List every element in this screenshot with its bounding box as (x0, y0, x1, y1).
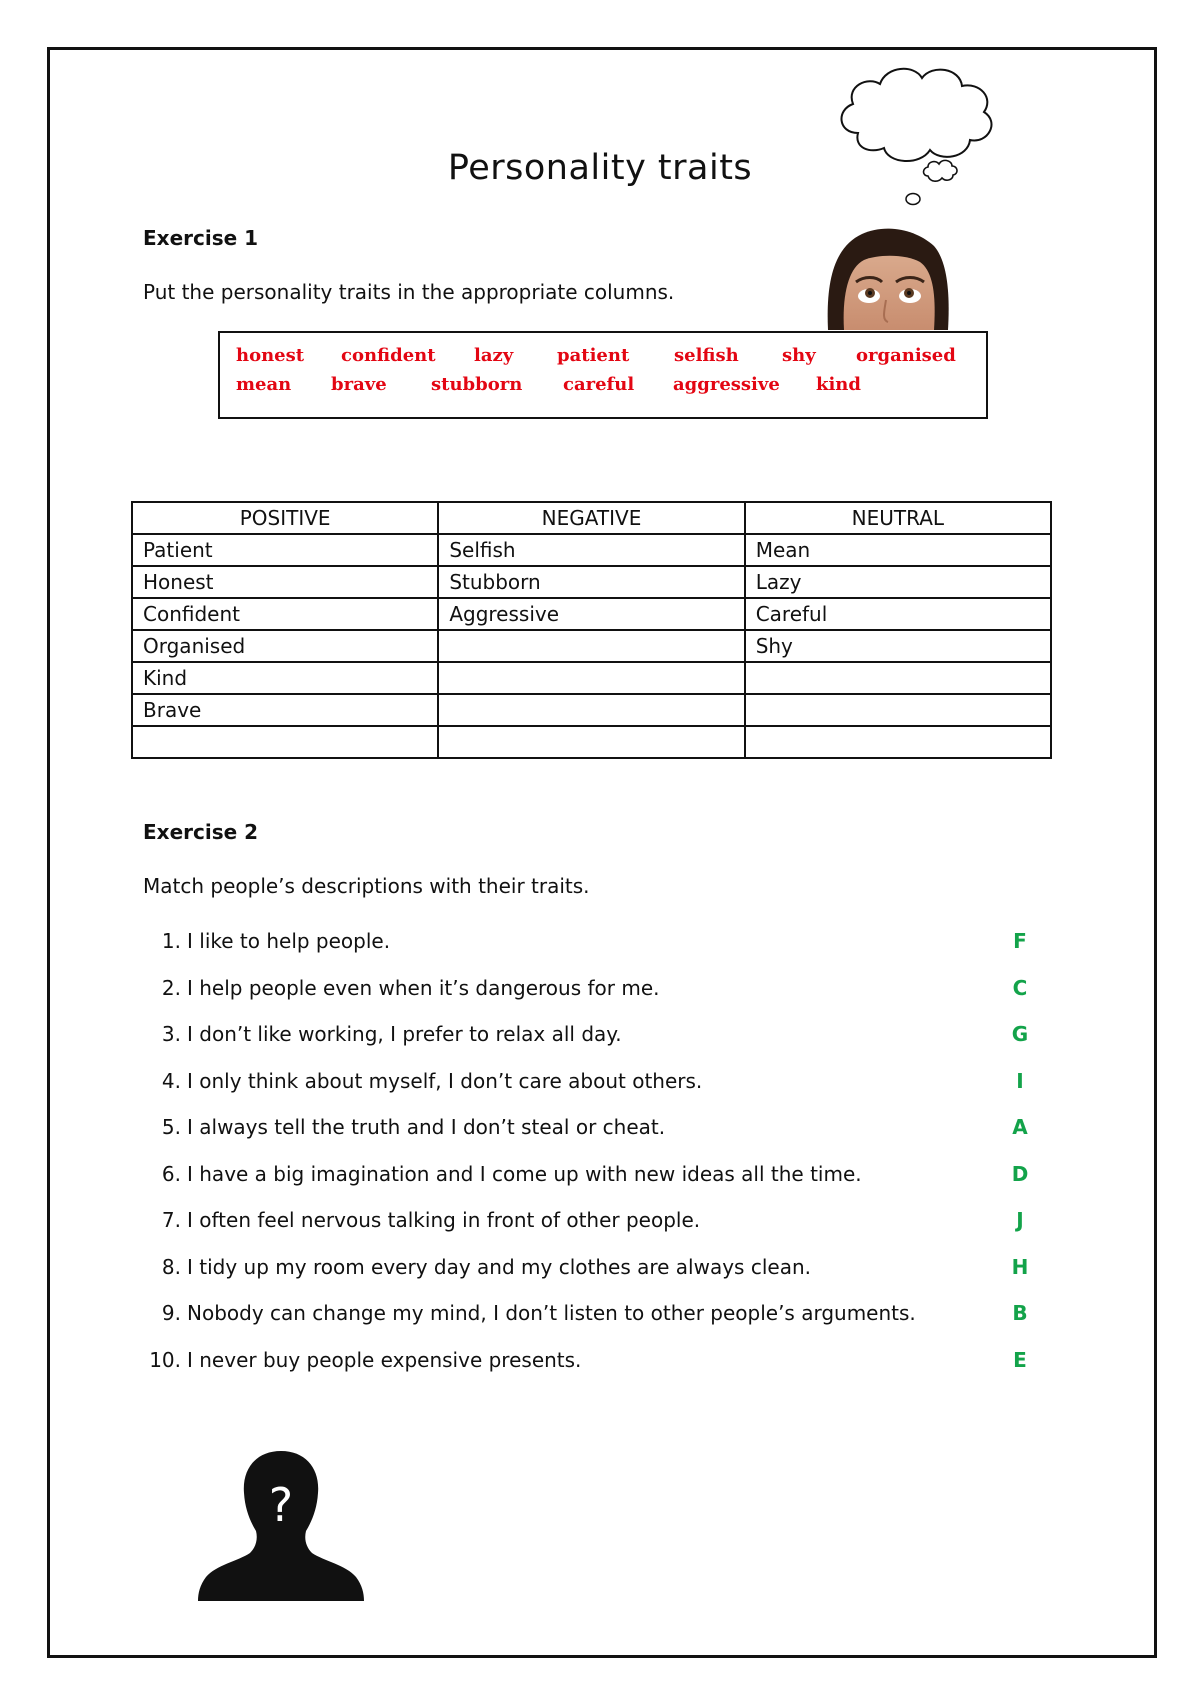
table-cell: Careful (745, 598, 1051, 630)
table-row (132, 694, 1051, 726)
item-description: I like to help people. (187, 929, 391, 953)
word-bank-item: mean (236, 374, 292, 395)
table-row (132, 534, 1051, 566)
item-number: 3. (161, 1022, 181, 1046)
item-number: 10. (149, 1348, 181, 1372)
table-cell: Aggressive (438, 598, 744, 630)
item-description: I have a big imagination and I come up with new ideas all the time. (187, 1162, 862, 1186)
item-number: 4. (161, 1069, 181, 1093)
table-cell: Mean (745, 534, 1051, 566)
item-answer: A (1012, 1115, 1028, 1139)
table-row (132, 598, 1051, 630)
column-header-positive: POSITIVE (132, 502, 438, 534)
item-description: Nobody can change my mind, I don’t listen to other people’s arguments. (187, 1301, 916, 1325)
item-answer: F (1013, 929, 1027, 953)
item-description: I help people even when it’s dangerous for me. (187, 976, 660, 1000)
word-bank-item: patient (557, 345, 630, 366)
table-cell: Organised (132, 630, 438, 662)
woman-looking-up-photo (822, 226, 952, 330)
page-title: Personality traits (447, 148, 753, 188)
list-item (147, 1115, 1047, 1145)
list-item (147, 1162, 1047, 1192)
traits-table (131, 501, 1052, 759)
table-cell: Brave (132, 694, 438, 726)
table-row (132, 726, 1051, 758)
list-item (147, 1255, 1047, 1285)
item-number: 7. (161, 1208, 181, 1232)
table-cell (745, 694, 1051, 726)
exercise-2-instruction: Match people’s descriptions with their traits. (143, 874, 590, 898)
item-description: I never buy people expensive presents. (187, 1348, 582, 1372)
item-number: 8. (161, 1255, 181, 1279)
table-cell: Confident (132, 598, 438, 630)
table-cell: Stubborn (438, 566, 744, 598)
item-number: 9. (161, 1301, 181, 1325)
table-header-row (132, 502, 1051, 534)
column-header-negative: NEGATIVE (438, 502, 744, 534)
list-item (147, 976, 1047, 1006)
item-number: 2. (161, 976, 181, 1000)
table-cell: Honest (132, 566, 438, 598)
word-bank-item: stubborn (431, 374, 523, 395)
person-question-mark-icon (196, 1447, 366, 1601)
item-answer: G (1011, 1022, 1029, 1046)
word-bank-item: lazy (474, 345, 514, 366)
table-cell: Selfish (438, 534, 744, 566)
word-bank-item: aggressive (673, 374, 780, 395)
word-bank-item: organised (856, 345, 956, 366)
word-bank-item: selfish (674, 345, 739, 366)
item-answer: I (1016, 1069, 1024, 1093)
word-bank-item: shy (782, 345, 816, 366)
exercise-1-heading: Exercise 1 (143, 226, 259, 250)
word-bank (218, 331, 988, 419)
word-bank-item: honest (236, 345, 305, 366)
list-item (147, 1208, 1047, 1238)
item-number: 1. (161, 929, 181, 953)
table-row (132, 662, 1051, 694)
item-answer: C (1012, 976, 1028, 1000)
table-cell (438, 726, 744, 758)
table-cell: Patient (132, 534, 438, 566)
item-answer: H (1011, 1255, 1029, 1279)
thought-bubble-icon (828, 58, 1004, 228)
list-item (147, 929, 1047, 959)
item-number: 5. (161, 1115, 181, 1139)
question-mark: ? (268, 1478, 294, 1532)
item-answer: J (1016, 1208, 1024, 1232)
table-cell: Lazy (745, 566, 1051, 598)
word-bank-item: careful (563, 374, 635, 395)
table-cell (438, 662, 744, 694)
item-answer: D (1011, 1162, 1029, 1186)
item-description: I always tell the truth and I don’t steal or cheat. (187, 1115, 666, 1139)
item-description: I often feel nervous talking in front of other people. (187, 1208, 701, 1232)
item-answer: B (1012, 1301, 1028, 1325)
table-cell (132, 726, 438, 758)
item-number: 6. (161, 1162, 181, 1186)
word-bank-item: kind (816, 374, 861, 395)
item-answer: E (1013, 1348, 1027, 1372)
word-bank-item: brave (331, 374, 387, 395)
list-item (147, 1022, 1047, 1052)
exercise-2-heading: Exercise 2 (143, 820, 259, 844)
table-cell: Shy (745, 630, 1051, 662)
item-description: I don’t like working, I prefer to relax all day. (187, 1022, 622, 1046)
list-item (147, 1348, 1047, 1378)
item-description: I only think about myself, I don’t care about others. (187, 1069, 703, 1093)
column-header-neutral: NEUTRAL (745, 502, 1051, 534)
table-cell (438, 630, 744, 662)
table-row (132, 630, 1051, 662)
table-cell: Kind (132, 662, 438, 694)
exercise-1-instruction: Put the personality traits in the appropriate columns. (143, 280, 675, 304)
word-bank-item: confident (341, 345, 436, 366)
table-cell (745, 726, 1051, 758)
list-item (147, 1301, 1047, 1331)
table-cell (745, 662, 1051, 694)
table-cell (438, 694, 744, 726)
table-row (132, 566, 1051, 598)
list-item (147, 1069, 1047, 1099)
item-description: I tidy up my room every day and my clothes are always clean. (187, 1255, 811, 1279)
